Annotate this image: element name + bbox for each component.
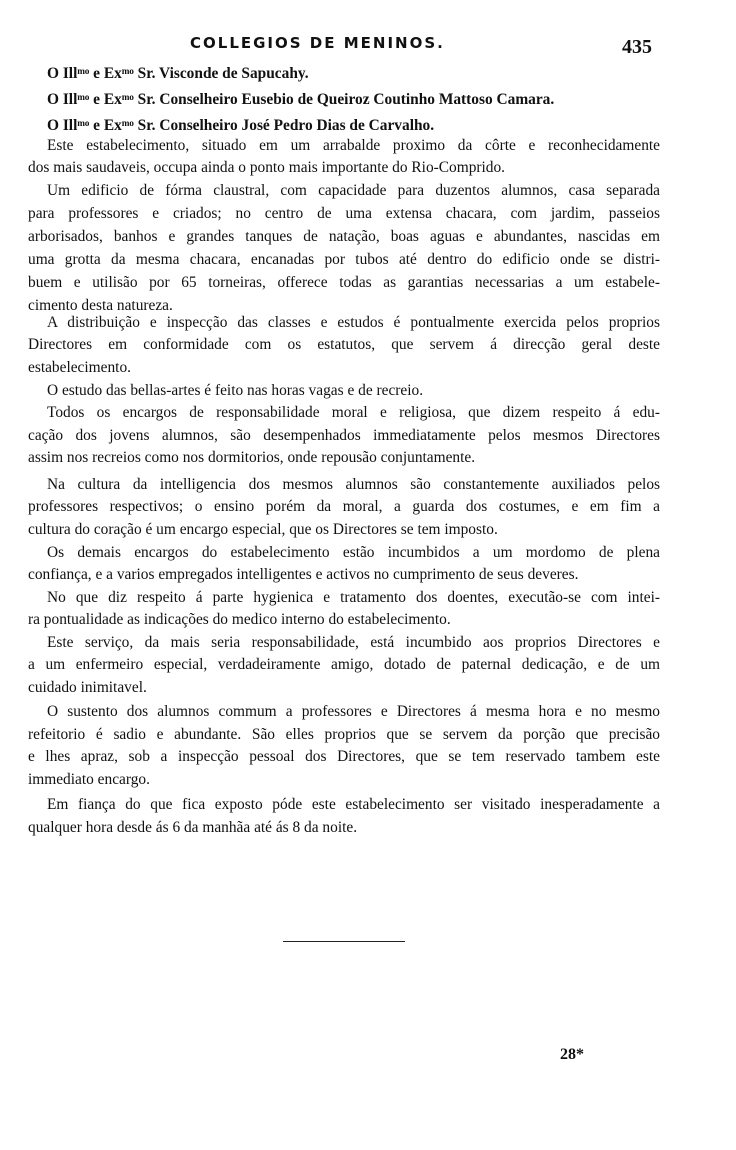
text-line: a um enfermeiro especial, verdadeiramente amigo, dotado de paternal dedicação, e de um bbox=[28, 656, 660, 673]
text-line: e lhes apraz, sob a inspecção pessoal dos Directores, que se tem reservado tambem este bbox=[28, 748, 660, 765]
text-line: cação dos jovens alumnos, são desempenhados immediatamente pelos mesmos Directores bbox=[28, 427, 660, 444]
text-line: ra pontualidade as indicações do medico interno do estabelecimento. bbox=[28, 611, 451, 628]
text-line: Este estabelecimento, situado em um arrabalde proximo da côrte e reconhecidamente bbox=[47, 137, 660, 154]
page-number: 435 bbox=[622, 36, 652, 58]
text-line: buem e utilisão por 65 torneiras, offerece todas as garantias necessarias a um estabele- bbox=[28, 274, 660, 291]
text-line: O Illᵐᵒ e Exᵐᵒ Sr. Conselheiro Eusebio de Queiroz Coutinho Mattoso Camara. bbox=[47, 91, 555, 108]
signature-mark: 28* bbox=[560, 1046, 584, 1063]
text-line: assim nos recreios como nos dormitorios, onde repousão conjuntamente. bbox=[28, 449, 476, 466]
text-line: Em fiança do que fica exposto póde este estabelecimento ser visitado inesperadamente a bbox=[47, 796, 660, 813]
text-line: No que diz respeito á parte hygienica e tratamento dos doentes, executão-se com intei- bbox=[47, 589, 660, 606]
text-line: O Illᵐᵒ e Exᵐᵒ Sr. Conselheiro José Pedro Dias de Carvalho. bbox=[47, 117, 435, 134]
text-line: cultura do coração é um encargo especial, que os Directores se tem imposto. bbox=[28, 521, 498, 538]
text-line: Todos os encargos de responsabilidade moral e religiosa, que dizem respeito á edu- bbox=[47, 404, 660, 421]
text-line: O Illᵐᵒ e Exᵐᵒ Sr. Visconde de Sapucahy. bbox=[47, 65, 309, 82]
text-line: immediato encargo. bbox=[28, 771, 150, 788]
text-line: dos mais saudaveis, occupa ainda o ponto mais importante do Rio-Comprido. bbox=[28, 159, 506, 176]
text-line: arborisados, banhos e grandes tanques de natação, boas aguas e abundantes, nascidas em bbox=[28, 228, 660, 245]
text-line: Os demais encargos do estabelecimento estão incumbidos a um mordomo de plena bbox=[47, 544, 660, 561]
running-title: COLLEGIOS DE MENINOS. bbox=[190, 34, 445, 52]
text-line: Na cultura da intelligencia dos mesmos alumnos são constantemente auxiliados pelos bbox=[47, 476, 660, 493]
section-rule bbox=[283, 941, 405, 942]
text-line: O sustento dos alumnos commum a professores e Directores á mesma hora e no mesmo bbox=[47, 703, 660, 720]
text-line: qualquer hora desde ás 6 da manhãa até ás 8 da noite. bbox=[28, 819, 358, 836]
text-line: Este serviço, da mais seria responsabilidade, está incumbido aos proprios Directores e bbox=[47, 634, 660, 651]
text-line: confiança, e a varios empregados intelligentes e activos no cumprimento de seus deveres. bbox=[28, 566, 579, 583]
text-line: para professores e criados; no centro de uma extensa chacara, com jardim, passeios bbox=[28, 205, 660, 222]
text-line: refeitorio é sadio e abundante. São elles proprios que se servem da porção que precisão bbox=[28, 726, 660, 743]
text-line: A distribuição e inspecção das classes e estudos é pontualmente exercida pelos proprios bbox=[47, 314, 660, 331]
text-line: O estudo das bellas-artes é feito nas horas vagas e de recreio. bbox=[47, 382, 424, 399]
text-line: cimento desta natureza. bbox=[28, 297, 173, 314]
text-line: Directores em conformidade com os estatutos, que servem á direcção geral deste bbox=[28, 336, 660, 353]
text-line: uma grotta da mesma chacara, encanadas por tubos até dentro do edificio onde se distri- bbox=[28, 251, 660, 268]
text-line: cuidado inimitavel. bbox=[28, 679, 147, 696]
text-line: professores respectivos; o ensino porém da moral, a guarda dos costumes, e em fim a bbox=[28, 498, 660, 515]
text-line: Um edificio de fórma claustral, com capacidade para duzentos alumnos, casa separada bbox=[47, 182, 660, 199]
text-line: estabelecimento. bbox=[28, 359, 131, 376]
